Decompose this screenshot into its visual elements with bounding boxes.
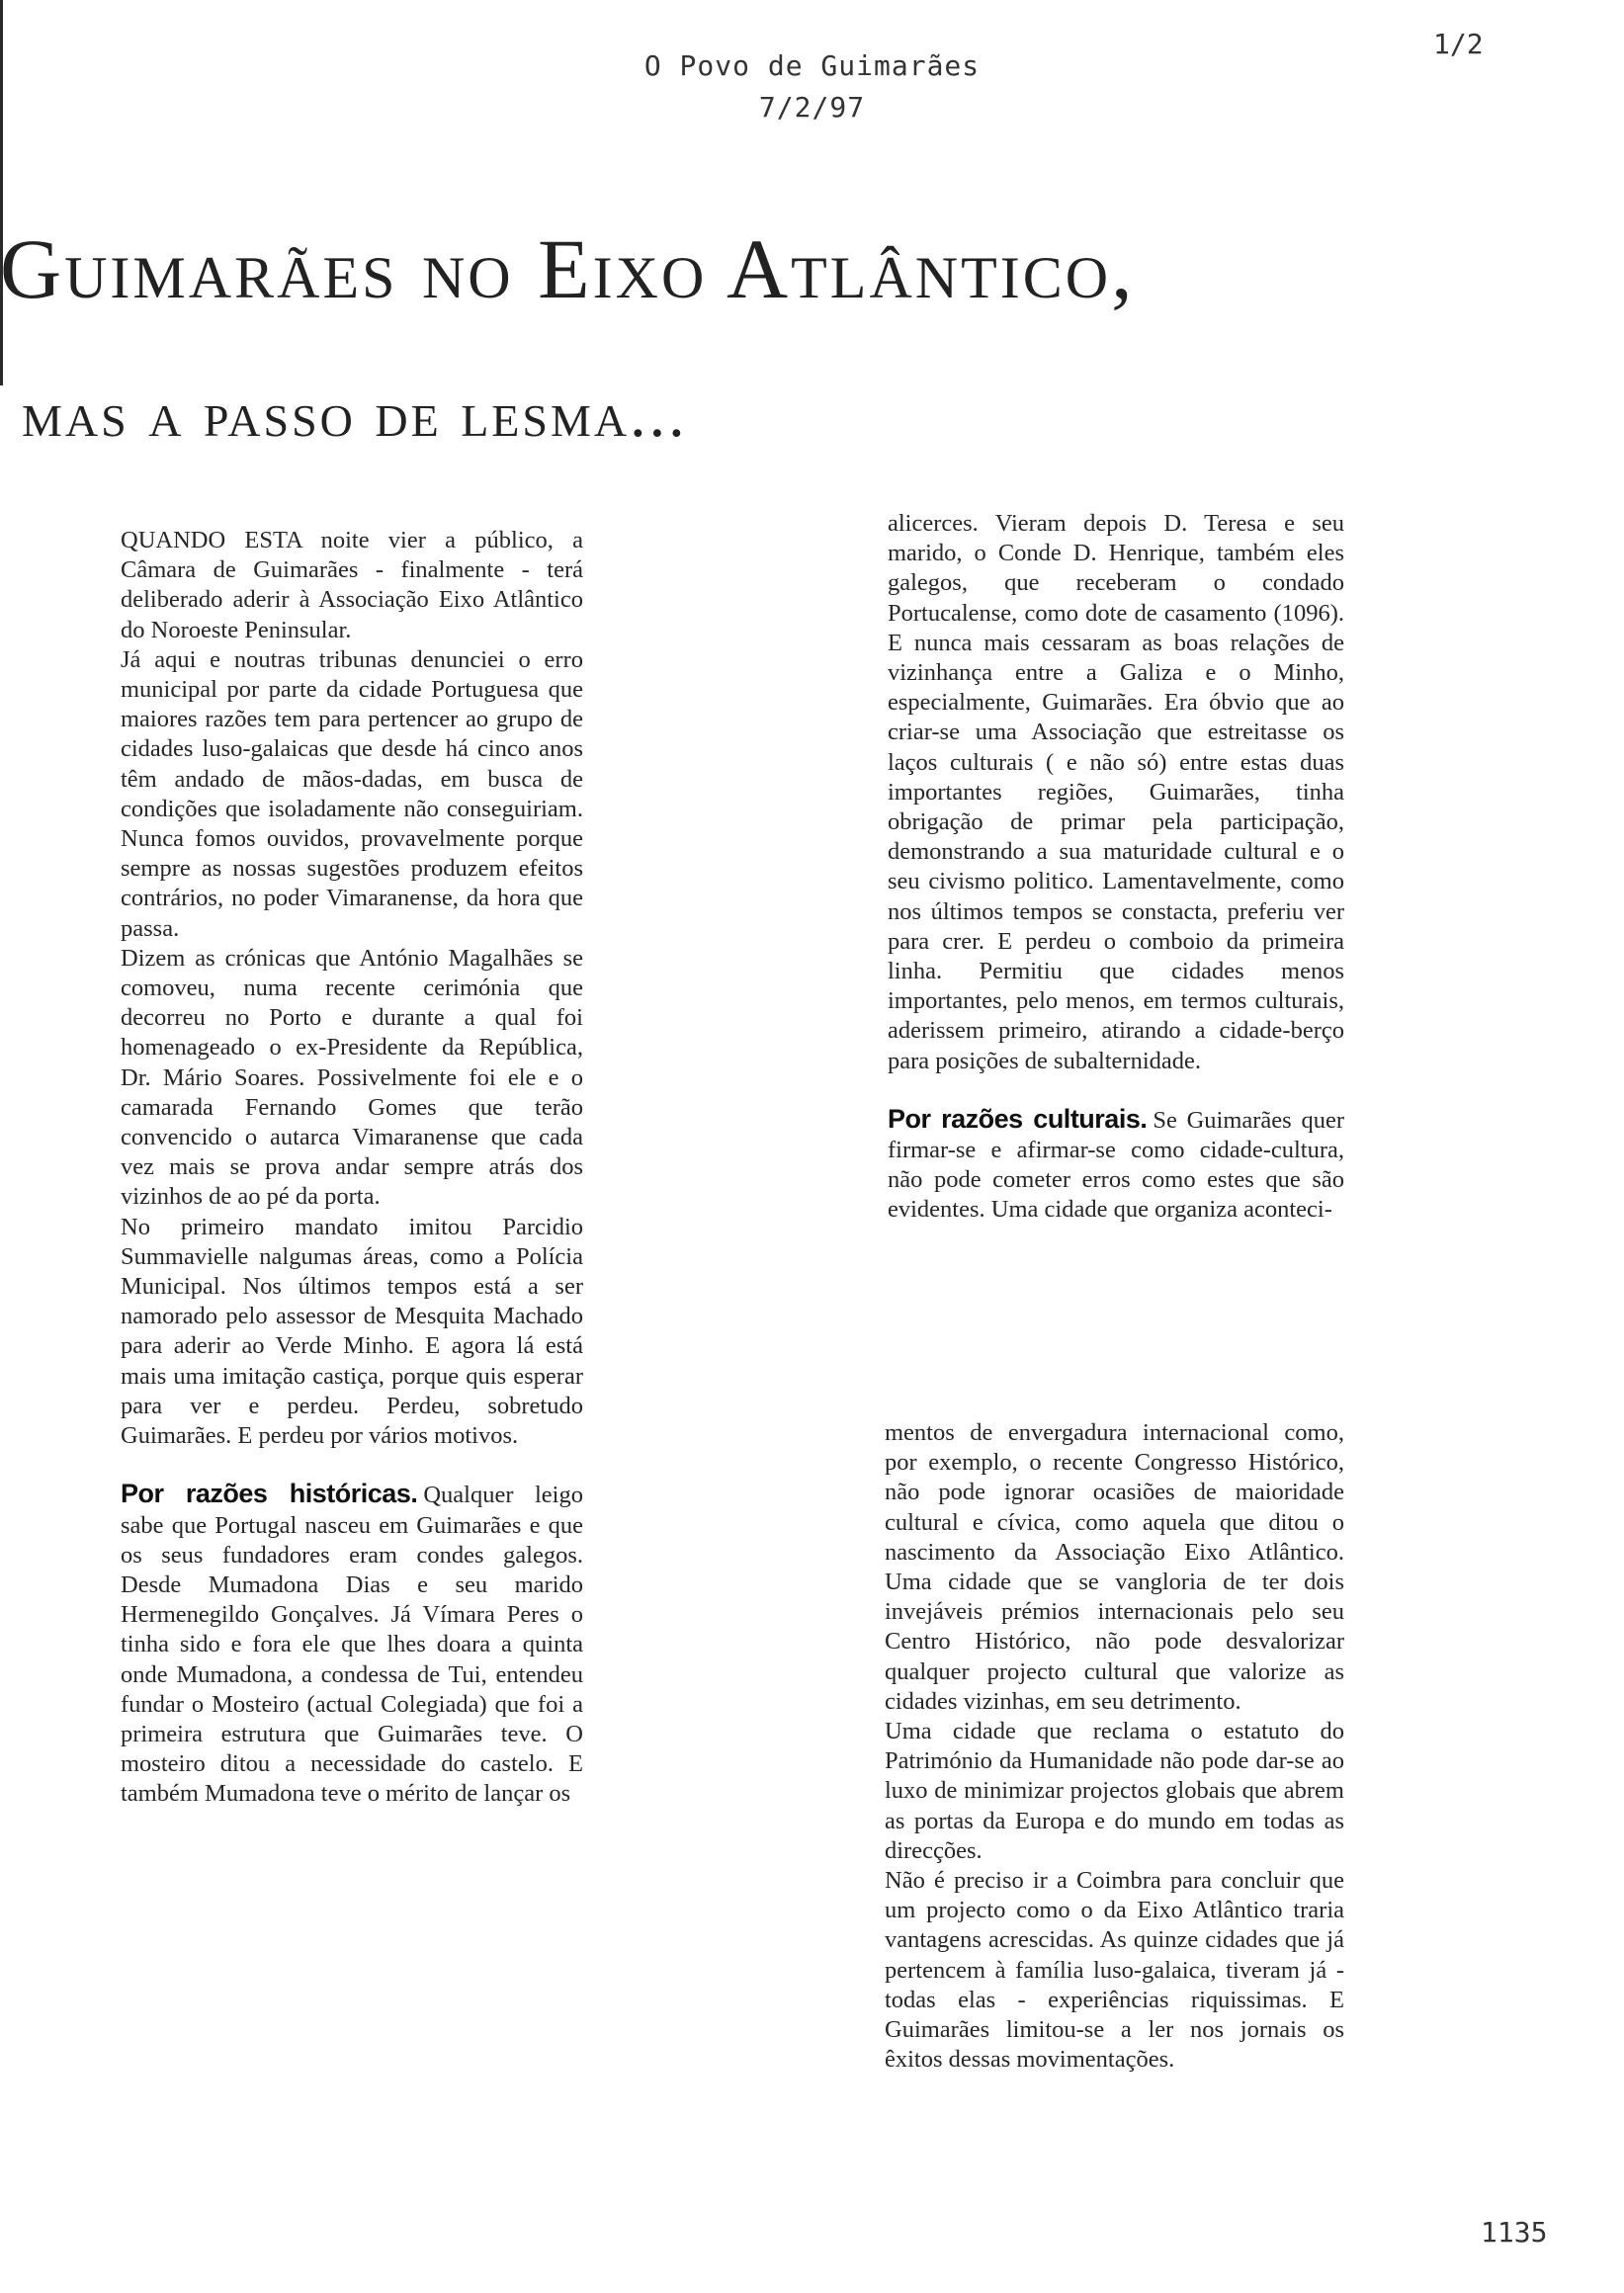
paragraph-text: Se Guimarães quer firmar-se e afirmar-se como cidade-cultura, não pode cometer erros como estes que são evidentes. Uma cidade que organiza aconteci- [888,1106,1344,1224]
paragraph: No primeiro mandato imitou Parcidio Summavielle nalgumas áreas, como a Polícia Municipal. Nos últimos tempos está a ser namorado pelo assessor de Mesquita Machado para aderir ao Verde Minho. E agora lá está mais uma imitação castiça, porque quis esperar para ver e perdeu. Perdeu, sobretudo Guimarães. E perdeu por vários motivos. [121,1213,583,1450]
paragraph: mentos de envergadura internacional como, por exemplo, o recente Congresso Histórico, não pode ignorar ocasiões de maioridade cultural e cívica, como aquela que ditou o nascimento da Associação Eixo Atlântico. Uma cidade que se vangloria de ter dois invejáveis prémios internacionais pelo seu Centro Histórico, não pode desvalorizar qualquer projecto cultural que valorize as cidades vizinhas, em seu detrimento. [885,1419,1344,1715]
publication-date: 7/2/97 [758,91,866,124]
paragraph-gap [888,1076,1344,1104]
article-right-column-top [888,509,1344,1226]
subhead-cultural: Por razões culturais. [888,1103,1148,1134]
subhead-historical: Por razões históricas. [121,1479,418,1509]
newspaper-source: O Povo de Guimarães [643,49,981,82]
paragraph: Uma cidade que reclama o estatuto do Património da Humanidade não pode dar-se ao luxo de minimizar projectos globais que abrem as portas da Europa e do mundo em todas as direcções. [885,1718,1344,1864]
archive-page-number: 1135 [1481,2216,1548,2249]
article-right-column-bottom [885,1418,1344,2075]
paragraph-with-subhead [121,1479,583,1809]
paragraph: Dizem as crónicas que António Magalhães se comoveu, numa recente cerimónia que decorreu no Porto e durante a qual foi homenageado o ex-Presidente da República, Dr. Mário Soares. Possivelmente foi ele e o camarada Fernando Gomes que terão convencido o autarca Vimaranense que cada vez mais se prova andar sempre atrás dos vizinhos de ao pé da porta. [121,944,583,1211]
paragraph-gap [121,1451,583,1479]
paragraph-text: Qualquer leigo sabe que Portugal nasceu em Guimarães e que os seus fundadores eram condes galegos. Desde Mumadona Dias e seu marido Hermenegildo Gonçalves. Já Vímara Peres o tinha sido e fora ele que lhes doara a quinta onde Mumadona, a condessa de Tui, entendeu fundar o Mosteiro (actual Colegiada) que foi a primeira estrutura que Guimarães teve. O mosteiro ditou a necessidade do castelo. E também Mumadona teve o mérito de lançar os [121,1482,583,1808]
paragraph-with-subhead [888,1104,1344,1226]
paragraph: alicerces. Vieram depois D. Teresa e seu marido, o Conde D. Henrique, também eles galegos, que receberam o condado Portucalense, como dote de casamento (1096). E nunca mais cessaram as boas relações de vizinhança entre a Galiza e o Minho, especialmente, Guimarães. Era óbvio que ao criar-se uma Associação que estreitasse os laços culturais ( e não só) entre estas duas importantes regiões, Guimarães, tinha obrigação de primar pela participação, demonstrando a sua maturidade cultural e o seu civismo politico. Lamentavelmente, como nos últimos tempos se constacta, preferiu ver para crer. E perdeu o comboio da primeira linha. Permitiu que cidades menos importantes, pelo menos, em termos culturais, aderissem primeiro, atirando a cidade-berço para posições de subalternidade. [888,510,1344,1074]
headline-line-1: Guimarães no Eixo Atlântico, [0,221,1136,316]
paragraph: QUANDO ESTA noite vier a público, a Câmara de Guimarães - finalmente - terá deliberado aderir à Associação Eixo Atlântico do Noroeste Peninsular. [121,527,583,643]
headline-line-2: mas a passo de lesma... [22,379,688,451]
page-fraction: 1/2 [1433,28,1484,60]
paragraph: Não é preciso ir a Coimbra para concluir que um projecto como o da Eixo Atlântico traria vantagens acrescidas. As quinze cidades que já pertencem à família luso-galaica, tiveram já - todas elas - experiências riquissimas. E Guimarães limitou-se a ler nos jornais os êxitos dessas movimentações. [885,1867,1344,2074]
paragraph: Já aqui e noutras tribunas denunciei o erro municipal por parte da cidade Portuguesa que maiores razões tem para pertencer ao grupo de cidades luso-galaicas que desde há cinco anos têm andado de mãos-dadas, em busca de condições que isoladamente não conseguiriam. Nunca fomos ouvidos, provavelmente porque sempre as nossas sugestões produzem efeitos contrários, no poder Vimaranense, da hora que passa. [121,645,583,942]
article-left-column [121,526,583,1810]
